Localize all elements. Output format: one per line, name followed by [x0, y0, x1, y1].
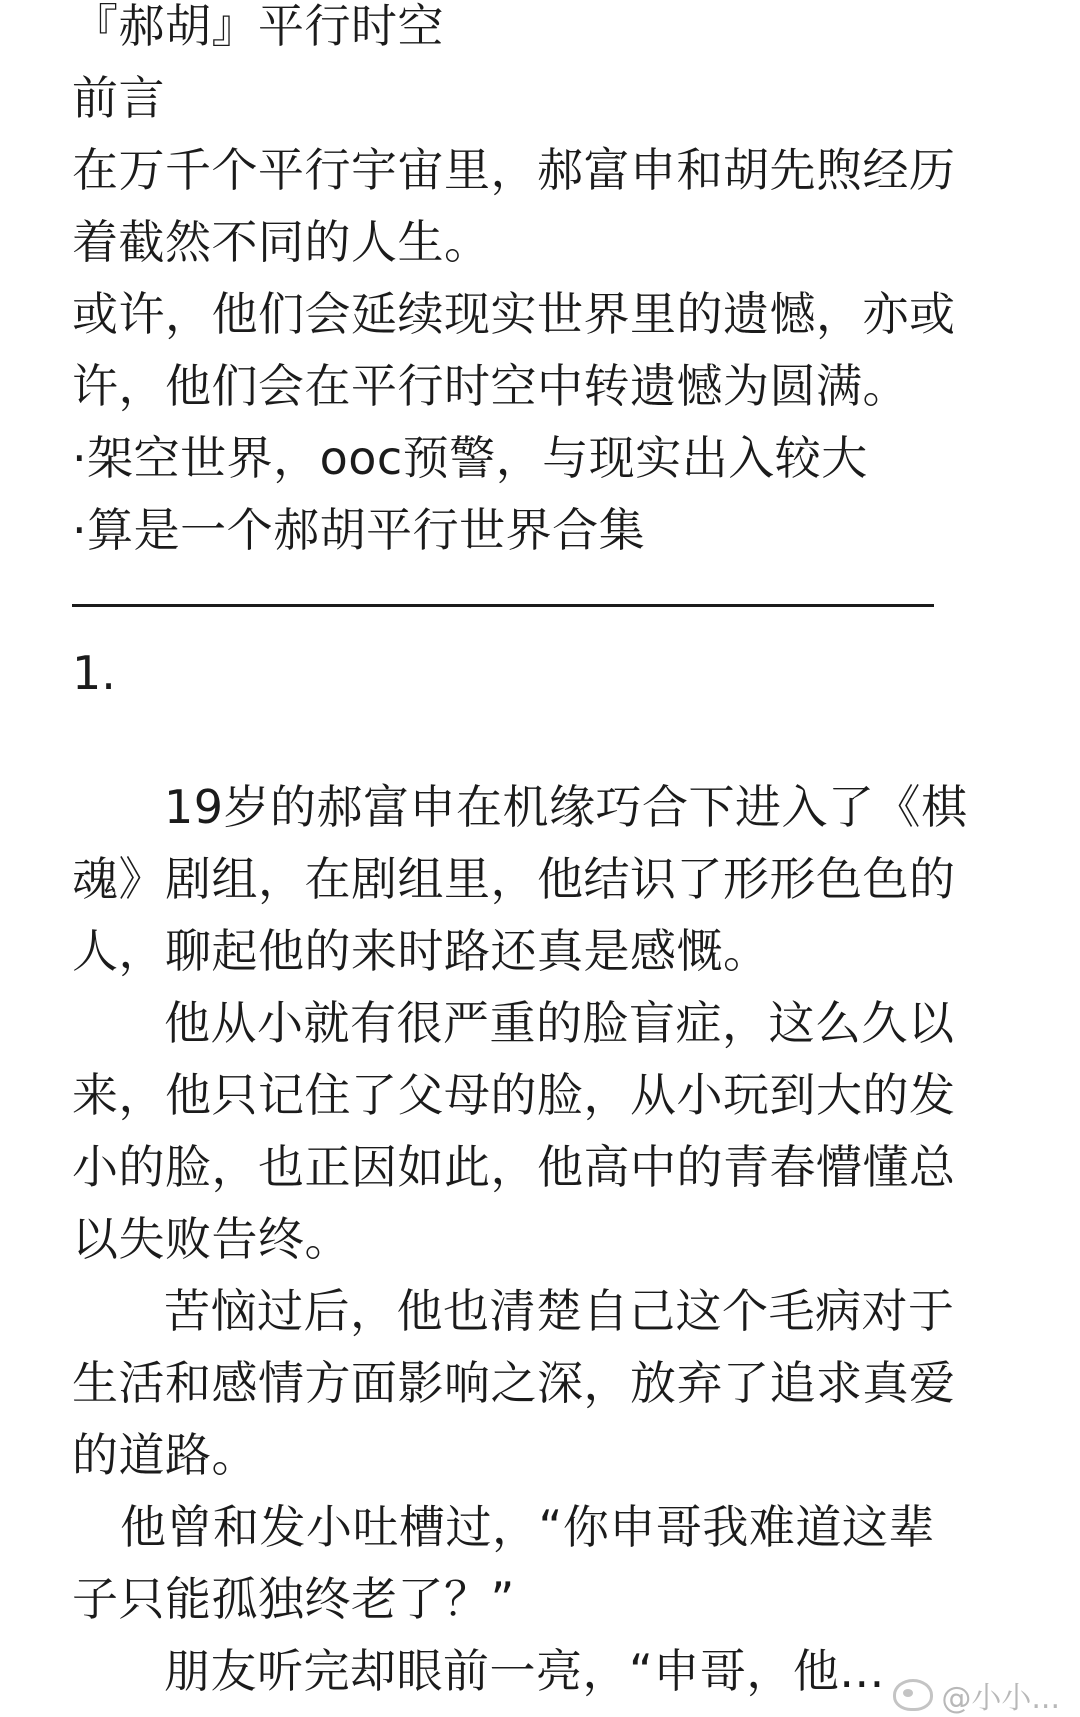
- paragraph-line: 以失败告终。: [72, 1212, 351, 1266]
- paragraph-line: 子只能孤独终老了？”: [72, 1572, 515, 1626]
- paragraph-line: 19岁的郝富申在机缘巧合下进入了《棋: [164, 780, 968, 834]
- story-paragraph: [72, 771, 992, 987]
- paragraph-line: 苦恼过后，他也清楚自己这个毛病对于: [164, 1284, 955, 1338]
- article-title: 『郝胡』平行时空: [72, 0, 444, 53]
- preface-block: [72, 134, 992, 566]
- paragraph-line: 他从小就有很严重的脸盲症，这么久以: [164, 996, 955, 1050]
- story-paragraph: [72, 1275, 992, 1491]
- paragraph-line: 人，聊起他的来时路还真是感慨。: [72, 924, 770, 978]
- preface-line: 或许，他们会延续现实世界里的遗憾，亦或: [72, 287, 956, 341]
- paragraph-line: 朋友听完却眼前一亮，“申哥，他...: [164, 1644, 885, 1698]
- chapter-number: 1.: [72, 646, 116, 700]
- story-paragraph: [72, 1491, 992, 1635]
- paragraph-line: 的道路。: [72, 1428, 258, 1482]
- preface-heading: 前言: [72, 71, 165, 125]
- watermark-text: @小小...: [941, 1681, 1060, 1716]
- story-paragraph: [72, 1635, 992, 1707]
- paragraph-line: 魂》剧组，在剧组里，他结识了形形色色的: [72, 852, 956, 906]
- preface-line: 在万千个平行宇宙里，郝富申和胡先煦经历: [72, 143, 956, 197]
- paragraph-line: 小的脸，也正因如此，他高中的青春懵懂总: [72, 1140, 956, 1194]
- story-paragraph: [72, 987, 992, 1275]
- section-divider: [72, 604, 934, 607]
- preface-bullet: ·算是一个郝胡平行世界合集: [72, 503, 646, 557]
- preface-bullet: ·架空世界，ooc预警，与现实出入较大: [72, 431, 868, 485]
- paragraph-line: 他曾和发小吐槽过，“你申哥我难道这辈: [120, 1500, 935, 1554]
- weibo-logo-icon: [893, 1679, 933, 1711]
- paragraph-line: 来，他只记住了父母的脸，从小玩到大的发: [72, 1068, 956, 1122]
- watermark: [893, 1673, 1060, 1717]
- preface-line: 着截然不同的人生。: [72, 215, 491, 269]
- paragraph-line: 生活和感情方面影响之深，放弃了追求真爱: [72, 1356, 956, 1410]
- preface-line: 许，他们会在平行时空中转遗憾为圆满。: [72, 359, 909, 413]
- article: [72, 0, 992, 1707]
